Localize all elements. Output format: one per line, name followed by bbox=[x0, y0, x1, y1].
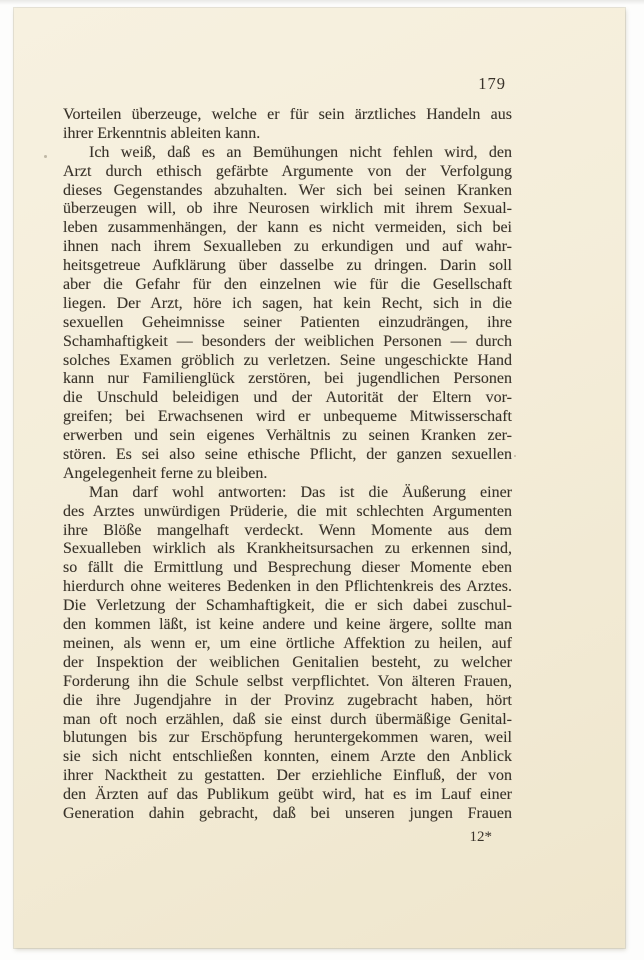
text-line: sexuellen Geheimnisse seiner Patienten einzudrängen, ihre bbox=[63, 313, 512, 331]
scanned-page bbox=[14, 8, 625, 948]
paper-speck bbox=[514, 455, 516, 457]
text-line: Forderung ihn die Schule selbst verpflichtet. Von älteren Frauen, bbox=[63, 672, 512, 690]
text-line: so fällt die Ermittlung und Besprechung dieser Momente eben bbox=[63, 559, 512, 577]
text-line: Angelegenheit ferne zu bleiben. bbox=[63, 464, 268, 482]
text-line: Sexualleben wirklich als Krankheitsursachen zu erkennen sind, bbox=[63, 540, 512, 558]
text-line: aber die Gefahr für den einzelnen wie für die Gesellschaft bbox=[63, 276, 512, 294]
text-line: solches Examen gröblich zu verletzen. Seine ungeschickte Hand bbox=[63, 351, 512, 369]
text-line: heitsgetreue Aufklärung über dasselbe zu dringen. Darin soll bbox=[63, 257, 512, 275]
text-line: die Unschuld beleidigen und der Autorität der Eltern vor- bbox=[63, 389, 512, 407]
text-line: Die Verletzung der Schamhaftigkeit, die er sich dabei zuschul- bbox=[63, 597, 512, 615]
text-line: Arzt durch ethisch gefärbte Argumente von der Verfolgung bbox=[63, 162, 512, 180]
text-line: hierdurch ohne weiteres Bedenken in den Pflichtenkreis des Arztes. bbox=[63, 578, 512, 596]
text-line: Schamhaftigkeit — besonders der weiblichen Personen — durch bbox=[63, 332, 512, 350]
text-line: greifen; bei Erwachsenen wird er unbequeme Mitwisserschaft bbox=[63, 408, 512, 426]
text-line: Man darf wohl antworten: Das ist die Äußerung einer bbox=[89, 483, 512, 501]
text-line: erwerben und sein eigenes Verhältnis zu seinen Kranken zer- bbox=[63, 427, 512, 445]
text-line: ihrer Nacktheit zu gestatten. Der erziehliche Einfluß, der von bbox=[63, 767, 512, 785]
text-line: ihrer Erkenntnis ableiten kann. bbox=[63, 124, 261, 142]
text-line: Vorteilen überzeuge, welche er für sein ärztliches Handeln aus bbox=[63, 106, 512, 123]
text-line: meinen, als wenn er, um eine örtliche Affektion zu heilen, auf bbox=[63, 634, 512, 652]
text-line: des Arztes unwürdigen Prüderie, die mit schlechten Argumenten bbox=[63, 502, 512, 520]
text-line: der Inspektion der weiblichen Genitalien besteht, zu welcher bbox=[63, 653, 512, 671]
text-line: den Ärzten auf das Publikum geübt wird, hat es im Lauf einer bbox=[63, 786, 512, 804]
page-number: 179 bbox=[478, 74, 506, 93]
text-line: ihre Blöße mangelhaft verdeckt. Wenn Momente aus dem bbox=[63, 521, 512, 539]
text-line: die ihre Jugendjahre in der Provinz zugebracht haben, hört bbox=[63, 691, 512, 709]
text-line: leben zusammenhängen, der kann es nicht vermeiden, sich bei bbox=[63, 219, 512, 237]
signature-mark: 12* bbox=[469, 829, 492, 845]
text-line: stören. Es sei also seine ethische Pflicht, der ganzen sexuellen bbox=[63, 446, 512, 464]
text-line: den kommen läßt, ist keine andere und keine ärgere, sollte man bbox=[63, 616, 512, 634]
text-line: blutungen bis zur Erschöpfung heruntergekommen waren, weil bbox=[63, 729, 512, 747]
text-line: liegen. Der Arzt, höre ich sagen, hat kein Recht, sich in die bbox=[63, 294, 512, 312]
text-line: Ich weiß, daß es an Bemühungen nicht fehlen wird, den bbox=[89, 143, 512, 161]
text-line: man oft noch erzählen, daß sie einst durch übermäßige Genital- bbox=[63, 710, 512, 728]
text-line: kann nur Familienglück zerstören, bei jugendlichen Personen bbox=[63, 370, 512, 388]
paper-speck bbox=[44, 155, 47, 158]
text-line: sie sich nicht entschließen konnten, einem Arzte den Anblick bbox=[63, 748, 512, 766]
text-line: dieses Gegenstandes abzuhalten. Wer sich bei seinen Kranken bbox=[63, 181, 512, 199]
text-line: überzeugen will, ob ihre Neurosen wirklich mit ihrem Sexual- bbox=[63, 200, 512, 218]
text-block bbox=[63, 106, 512, 824]
text-line: Generation dahin gebracht, daß bei unseren jungen Frauen bbox=[63, 804, 512, 822]
text-line: ihnen nach ihrem Sexualleben zu erkundigen und auf wahr- bbox=[63, 238, 512, 256]
